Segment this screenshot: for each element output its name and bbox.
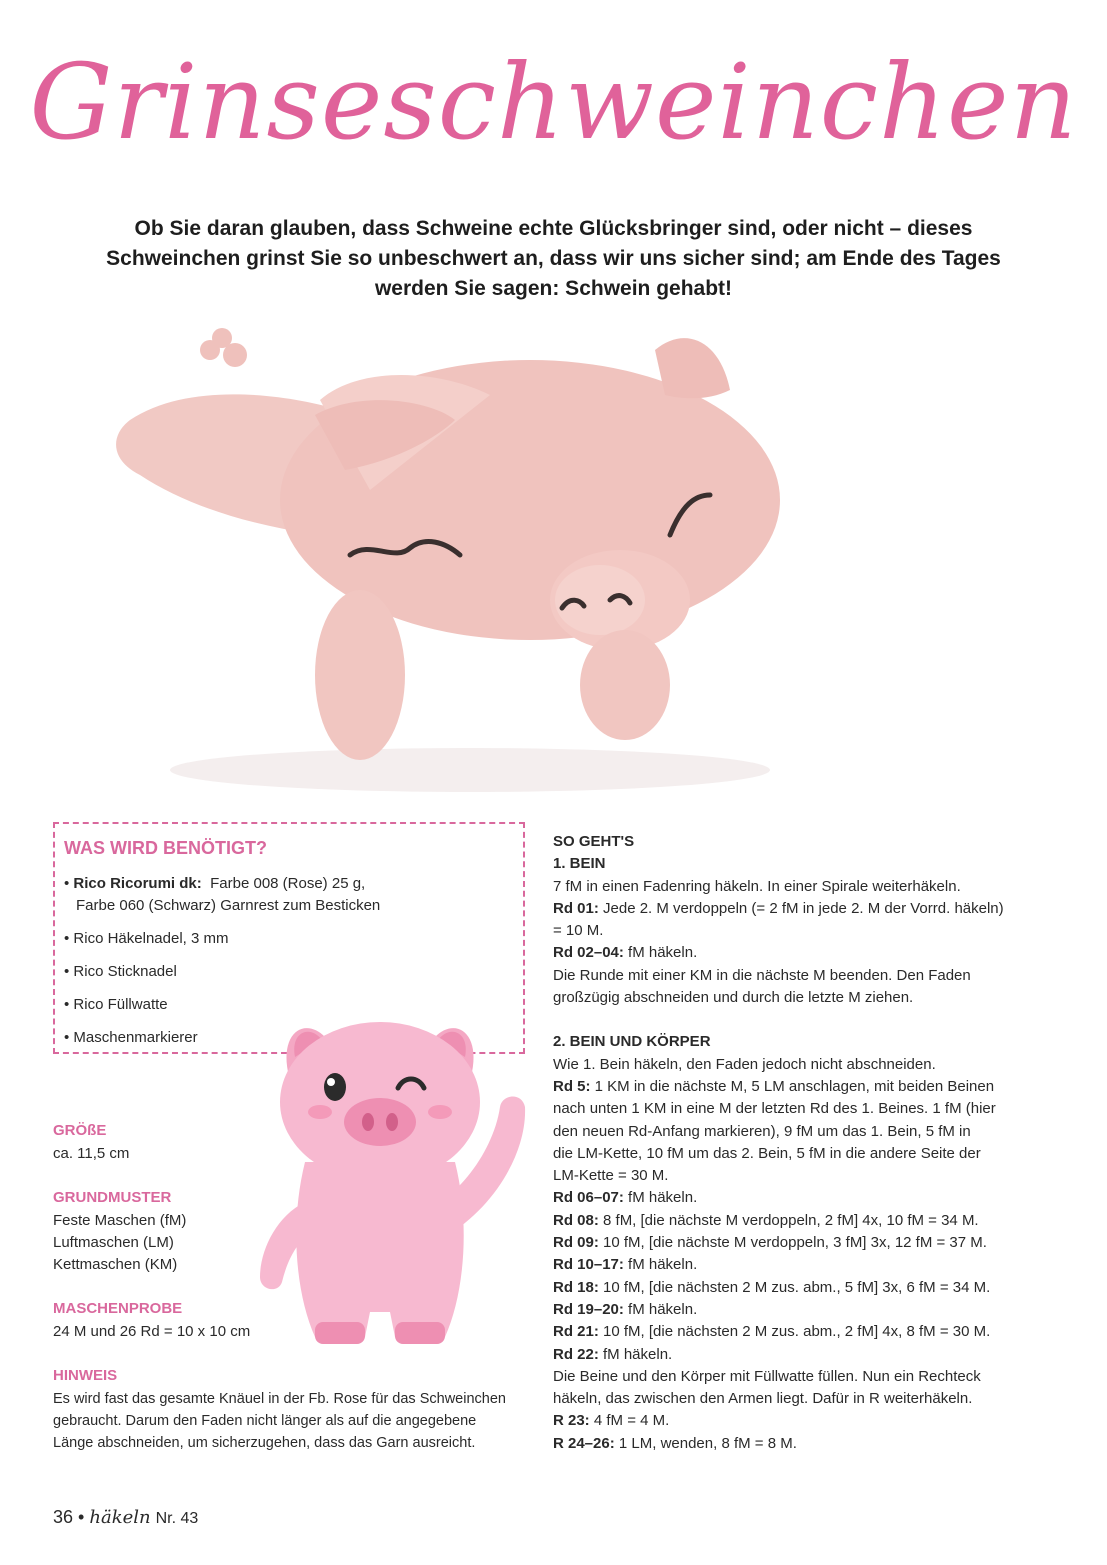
note-line: Länge abschneiden, um sicherzugehen, dass das Garn ausreicht. — [53, 1435, 476, 1451]
materials-item: • Rico Sticknadel — [64, 963, 177, 980]
instruction-line: Rd 19–20: fM häkeln. — [553, 1300, 698, 1318]
instruction-line: = 10 M. — [553, 922, 604, 940]
instruction-line: Rd 08: 8 fM, [die nächste M verdoppeln, 2 fM] 4x, 10 fM = 34 M. — [553, 1211, 979, 1229]
materials-item: • Rico Häkelnadel, 3 mm — [64, 930, 229, 947]
materials-heading: WAS WIRD BENÖTIGT? — [64, 838, 267, 858]
instruction-line: LM-Kette = 30 M. — [553, 1167, 669, 1185]
materials-item-cont: Farbe 060 (Schwarz) Garnrest zum Besticken — [76, 897, 381, 914]
materials-item: • Maschenmarkierer — [64, 1029, 198, 1046]
size-value: ca. 11,5 cm — [53, 1145, 130, 1162]
pattern-line: Kettmaschen (KM) — [53, 1256, 178, 1273]
page-footer — [53, 1507, 198, 1528]
instructions — [553, 831, 1033, 1455]
pattern-line: Luftmaschen (LM) — [53, 1234, 174, 1251]
note-heading: HINWEIS — [53, 1367, 118, 1384]
instruction-line: Rd 09: 10 fM, [die nächste M verdoppeln, 3 fM] 3x, 12 fM = 37 M. — [553, 1234, 987, 1252]
size-heading: GRÖßE — [53, 1122, 107, 1139]
instruction-line: R 23: 4 fM = 4 M. — [553, 1412, 670, 1430]
note-line: gebraucht. Darum den Faden nicht länger als auf die angegebene — [53, 1413, 477, 1429]
pattern-heading: GRUNDMUSTER — [53, 1189, 172, 1206]
page-number: 36 — [53, 1507, 74, 1527]
page-title: Grinseschweinchen — [29, 41, 1078, 163]
materials-item: • Rico Füllwatte — [64, 996, 168, 1013]
instruction-line: häkeln, das zwischen den Armen liegt. Dafür in R weiterhäkeln. — [553, 1390, 973, 1408]
instruction-line: Rd 02–04: fM häkeln. — [553, 944, 698, 962]
footer-bullet: • — [78, 1507, 85, 1527]
instruction-line: Rd 22: fM häkeln. — [553, 1345, 673, 1363]
instruction-line: Rd 18: 10 fM, [die nächsten 2 M zus. abm., 5 fM] 3x, 6 fM = 34 M. — [553, 1278, 991, 1296]
instruction-line: Rd 21: 10 fM, [die nächsten 2 M zus. abm., 2 fM] 4x, 8 fM = 30 M. — [553, 1323, 991, 1341]
instruction-line: die LM-Kette, 10 fM um das 2. Bein, 5 fM in die andere Seite der — [553, 1144, 981, 1162]
instruction-line: Wie 1. Bein häkeln, den Faden jedoch nicht abschneiden. — [553, 1055, 936, 1073]
instruction-line: Rd 10–17: fM häkeln. — [553, 1256, 698, 1274]
instruction-line: 7 fM in einen Fadenring häkeln. In einer Spirale weiterhäkeln. — [553, 877, 961, 895]
gauge-heading: MASCHENPROBE — [53, 1300, 183, 1317]
instructions-heading: SO GEHT'S — [553, 833, 635, 850]
instruction-line: nach unten 1 KM in eine M der letzten Rd des 1. Beines. 1 fM (hier — [553, 1100, 996, 1118]
instruction-line: R 24–26: 1 LM, wenden, 8 fM = 8 M. — [553, 1434, 797, 1452]
section-heading: 2. BEIN UND KÖRPER — [553, 1033, 711, 1051]
instruction-line: Rd 5: 1 KM in die nächste M, 5 LM anschlagen, mit beiden Beinen — [553, 1077, 995, 1095]
gauge-value: 24 M und 26 Rd = 10 x 10 cm — [53, 1323, 251, 1340]
instruction-line: großzügig abschneiden und durch die letzte M ziehen. — [553, 989, 914, 1007]
issue-number: Nr. 43 — [155, 1510, 199, 1527]
section-heading: 1. BEIN — [553, 855, 606, 873]
cartoon-pig-illustration — [230, 1012, 530, 1372]
intro-text: Ob Sie daran glauben, dass Schweine echte Glücksbringer sind, oder nicht – dieses Schweinchen grinst Sie so unbeschwert an, dass wir uns sicher sind; am Ende des Tages werden Sie sagen: Schwein gehabt! — [106, 217, 1001, 300]
note-line: Es wird fast das gesamte Knäuel in der Fb. Rose für das Schweinchen — [53, 1391, 506, 1407]
instruction-line: den neuen Rd-Anfang markieren), 9 fM um das 1. Bein, 5 fM in — [553, 1122, 971, 1140]
pattern-line: Feste Maschen (fM) — [53, 1212, 187, 1229]
instruction-line: Rd 06–07: fM häkeln. — [553, 1189, 698, 1207]
crochet-pig-photo — [110, 300, 810, 800]
magazine-brand: häkeln — [89, 1507, 151, 1528]
instruction-line: Rd 01: Jede 2. M verdoppeln (= 2 fM in jede 2. M der Vorrd. häkeln) — [553, 899, 1004, 917]
instruction-line: Die Beine und den Körper mit Füllwatte füllen. Nun ein Rechteck — [553, 1367, 981, 1385]
materials-item: • Rico Ricorumi dk: Farbe 008 (Rose) 25 g, — [64, 875, 366, 892]
instruction-line: Die Runde mit einer KM in die nächste M beenden. Den Faden — [553, 966, 971, 984]
